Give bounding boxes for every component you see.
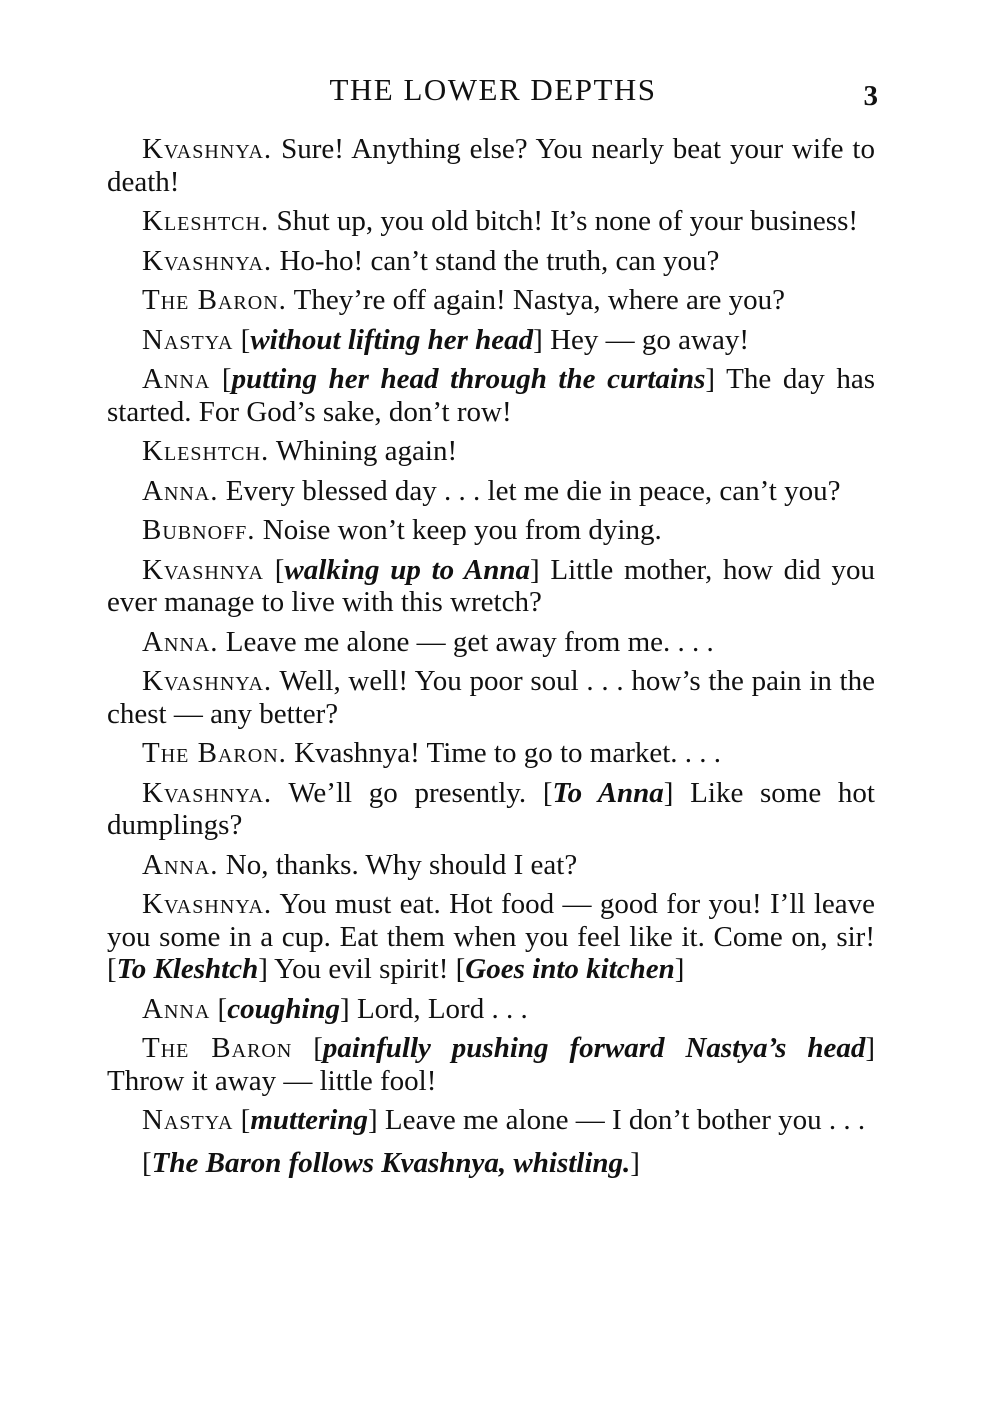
stage-direction-inline: putting her head through the curtains [231, 363, 706, 395]
speaker-name: Kleshtch. [142, 435, 270, 467]
dialogue-line [107, 245, 875, 278]
dialogue-text: Noise won’t keep you from dying. [255, 514, 662, 546]
dialogue-line: Kvashnya. You must eat. Hot food — good for you! I’ll leave you some in a cup. Eat them when you feel like it. Come on, sir! [To Kleshtch] You evil spirit! [Goes into kitchen] [107, 888, 875, 985]
speaker-name: The Baron [142, 1032, 293, 1064]
dialogue-line [107, 665, 875, 730]
dialogue-line: The Baron [painfully pushing forward Nastya’s head] Throw it away — little fool! [107, 1032, 875, 1097]
dialogue-text: Lord, Lord . . . [349, 992, 528, 1025]
speaker-name: Kvashnya. [142, 776, 273, 809]
speaker-name: Anna [142, 363, 211, 395]
running-title: THE LOWER DEPTHS [329, 72, 657, 107]
dialogue-text: Well, well! You poor soul . . . how’s the pain in the chest — any better? [107, 665, 875, 730]
page-number: 3 [863, 80, 878, 112]
stage-direction-inline: painfully pushing forward Nastya’s head [322, 1032, 866, 1064]
dialogue-line: Kvashnya [walking up to Anna] Little mother, how did you ever manage to live with this wretch? [107, 553, 876, 618]
dialogue-text: The day has started. For God’s sake, don’t row! [107, 363, 875, 428]
dialogue-line [107, 626, 875, 659]
speaker-name: Bubnoff. [142, 514, 256, 546]
dialogue-line [107, 435, 875, 468]
speaker-name: Kvashnya. [142, 665, 273, 697]
speaker-name: Anna. [142, 625, 219, 658]
speaker-name: Anna. [142, 474, 219, 507]
speaker-name: Nastya [142, 1104, 234, 1136]
stage-direction-inline: without lifting her head [250, 323, 534, 356]
stage-direction-inline: muttering [250, 1104, 368, 1136]
speaker-name: Anna [142, 992, 211, 1025]
dialogue-text: Like some hot dumplings? [107, 776, 875, 841]
stage-direction-text: The Baron follows Kvashnya, whistling. [151, 1146, 631, 1179]
stage-direction-inline: walking up to Anna [284, 553, 530, 586]
dialogue-text: Every blessed day . . . let me die in peace, can’t you? [218, 474, 841, 507]
stage-direction-inline: To Anna [552, 776, 664, 809]
dialogue-text: Whining again! [269, 435, 458, 467]
speaker-name: Kvashnya [142, 553, 264, 586]
dialogue-text: No, thanks. Why should I eat? [218, 848, 578, 881]
stage-direction-inline: Goes into kitchen [465, 953, 675, 985]
dialogue-text: Ho-ho! can’t stand the truth, can you? [272, 244, 720, 277]
speaker-name: Kvashnya. [142, 133, 273, 165]
speaker-name: Nastya [142, 323, 234, 356]
dialogue-text: Leave me alone — get away from me. . . . [218, 625, 714, 658]
dialogue-line: Kvashnya. We’ll go presently. [To Anna] Like some hot dumplings? [107, 776, 875, 841]
stage-direction-inline: coughing [227, 992, 341, 1025]
dialogue-text: Hey — go away! [542, 323, 749, 356]
dialogue-text: Shut up, you old bitch! It’s none of your business! [269, 205, 859, 237]
speaker-name: Kleshtch. [142, 205, 270, 237]
dialogue-text: Little mother, how did you ever manage to live with this wretch? [107, 553, 876, 618]
dialogue-line: Nastya [muttering] Leave me alone — I don’t bother you . . . [142, 1104, 866, 1136]
dialogue-line [107, 205, 875, 238]
dialogue-line [107, 133, 875, 198]
dialogue-line [107, 284, 875, 317]
speaker-name: The Baron. [142, 737, 287, 769]
dialogue-text: You must eat. Hot food — good for you! I’ll leave you some in a cup. Eat them when you feel like it. Come on, sir! [107, 888, 875, 953]
dialogue-line: Anna [putting her head through the curtains] The day has started. For God’s sake, don’t row! [107, 363, 875, 428]
dialogue-text: Leave me alone — I don’t bother you . . . [377, 1104, 866, 1136]
dialogue-line [107, 849, 875, 882]
dialogue-text: We’ll go presently. [272, 776, 543, 809]
page-header [108, 72, 878, 116]
dialogue-line [107, 514, 875, 547]
speaker-name: Anna. [142, 848, 219, 881]
stage-direction-inline: To Kleshtch [116, 953, 259, 985]
dialogue-line: Nastya [without lifting her head] Hey — go away! [142, 323, 749, 356]
stage-direction: [The Baron follows Kvashnya, whistling.] [142, 1146, 640, 1179]
dialogue-text: They’re off again! Nastya, where are you? [286, 284, 786, 316]
dialogue-line [107, 475, 875, 508]
dialogue-line: Anna [coughing] Lord, Lord . . . [142, 992, 528, 1025]
speaker-name: The Baron. [142, 284, 287, 316]
dialogue-text: You evil spirit! [267, 953, 456, 985]
play-text [107, 133, 875, 1186]
dialogue-text: Sure! Anything else? You nearly beat your wife to death! [107, 133, 875, 198]
dialogue-line [107, 737, 875, 770]
speaker-name: Kvashnya. [142, 888, 273, 920]
speaker-name: Kvashnya. [142, 244, 273, 277]
dialogue-text: Throw it away — little fool! [107, 1064, 437, 1097]
dialogue-text: Kvashnya! Time to go to market. . . . [286, 737, 722, 769]
